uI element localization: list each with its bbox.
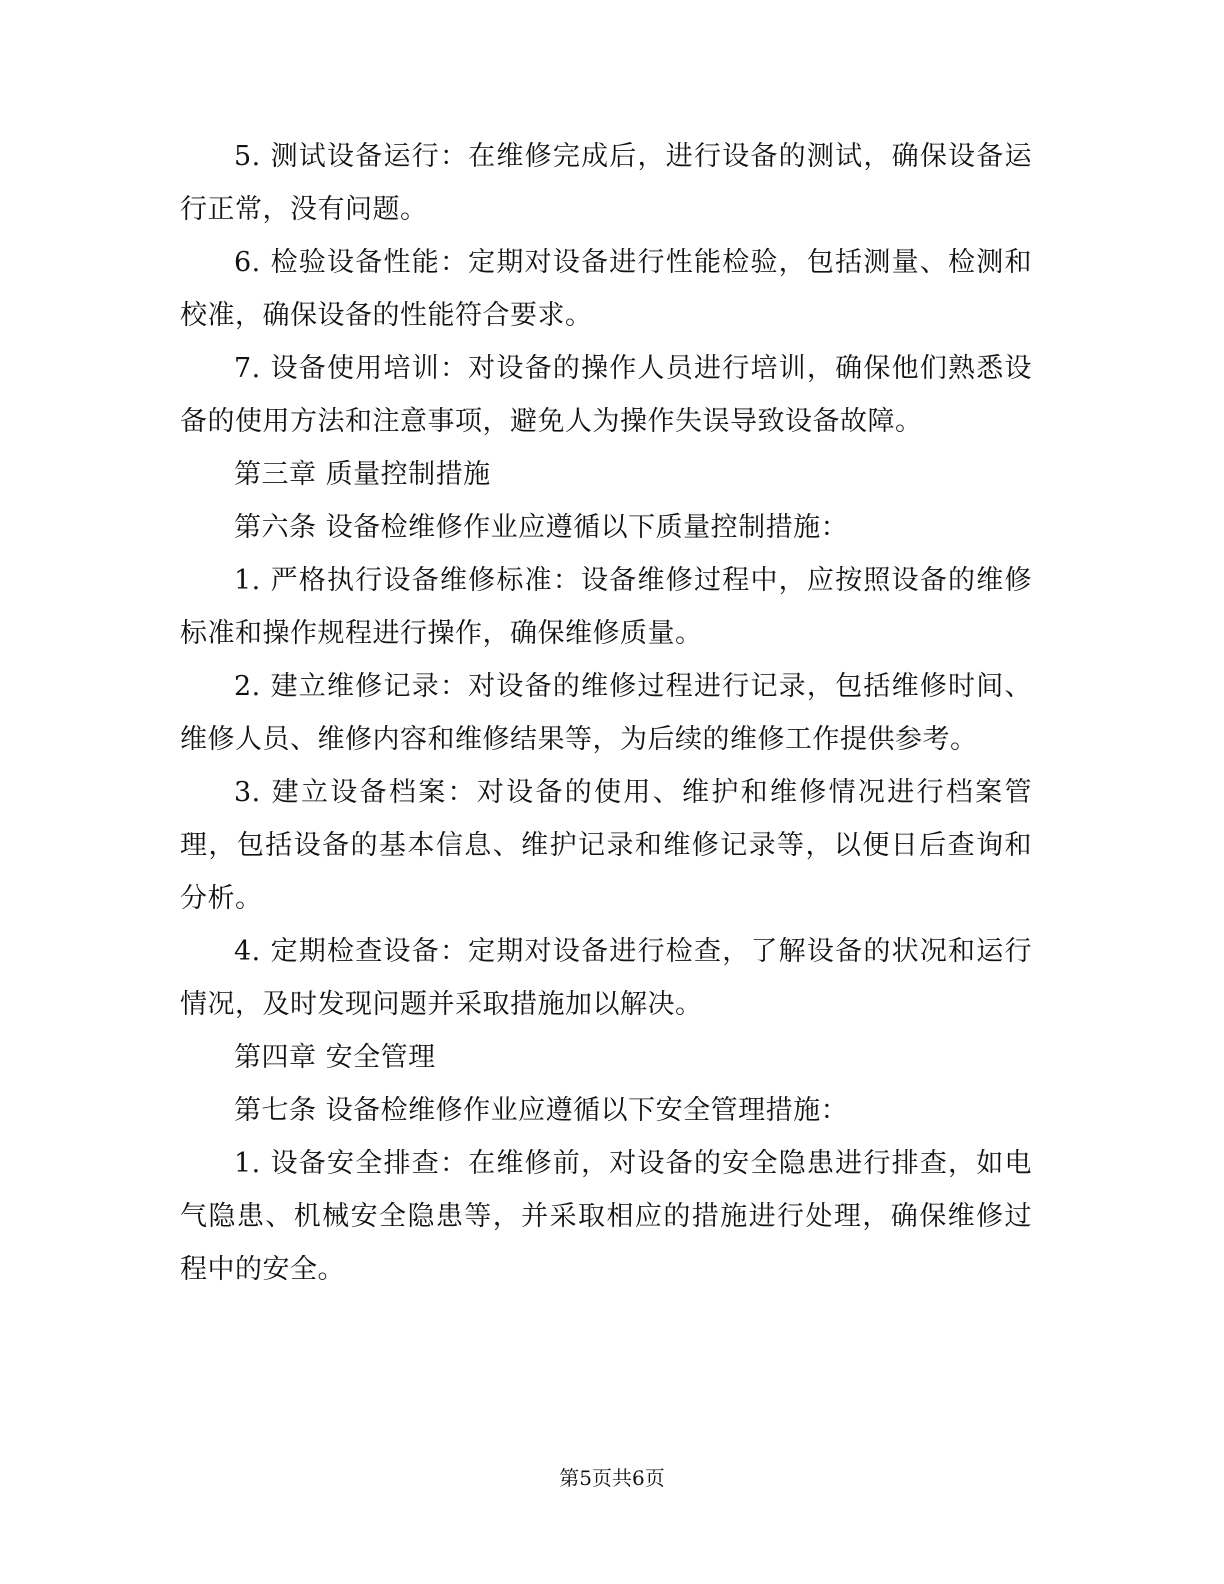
page-number: 第5页共6页 xyxy=(559,1466,665,1490)
item-6-performance-check: 6. 检验设备性能：定期对设备进行性能检验，包括测量、检测和校准，确保设备的性能符合要求。 xyxy=(180,247,1032,331)
item-7-usage-training: 7. 设备使用培训：对设备的操作人员进行培训，确保他们熟悉设备的使用方法和注意事项，避免人为操作失误导致设备故障。 xyxy=(180,353,1032,437)
chapter-3-heading: 第三章 质量控制措施 xyxy=(234,459,491,490)
article-6-heading: 第六条 设备检维修作业应遵循以下质量控制措施： xyxy=(234,512,849,543)
safety-item-1: 1. 设备安全排查：在维修前，对设备的安全隐患进行排查，如电气隐患、机械安全隐患等，并采取相应的措施进行处理，确保维修过程中的安全。 xyxy=(180,1148,1032,1285)
quality-item-2: 2. 建立维修记录：对设备的维修过程进行记录，包括维修时间、维修人员、维修内容和维修结果等，为后续的维修工作提供参考。 xyxy=(180,671,1032,755)
quality-item-1: 1. 严格执行设备维修标准：设备维修过程中，应按照设备的维修标准和操作规程进行操作，确保维修质量。 xyxy=(180,565,1032,649)
article-7-heading: 第七条 设备检维修作业应遵循以下安全管理措施： xyxy=(234,1095,849,1126)
chapter-4-heading: 第四章 安全管理 xyxy=(234,1042,436,1073)
item-5-test-operation: 5. 测试设备运行：在维修完成后，进行设备的测试，确保设备运行正常，没有问题。 xyxy=(180,141,1032,225)
quality-item-4: 4. 定期检查设备：定期对设备进行检查，了解设备的状况和运行情况，及时发现问题并采取措施加以解决。 xyxy=(180,936,1032,1020)
document-body xyxy=(180,130,1032,1296)
quality-item-3: 3. 建立设备档案：对设备的使用、维护和维修情况进行档案管理，包括设备的基本信息、维护记录和维修记录等，以便日后查询和分析。 xyxy=(180,777,1032,914)
